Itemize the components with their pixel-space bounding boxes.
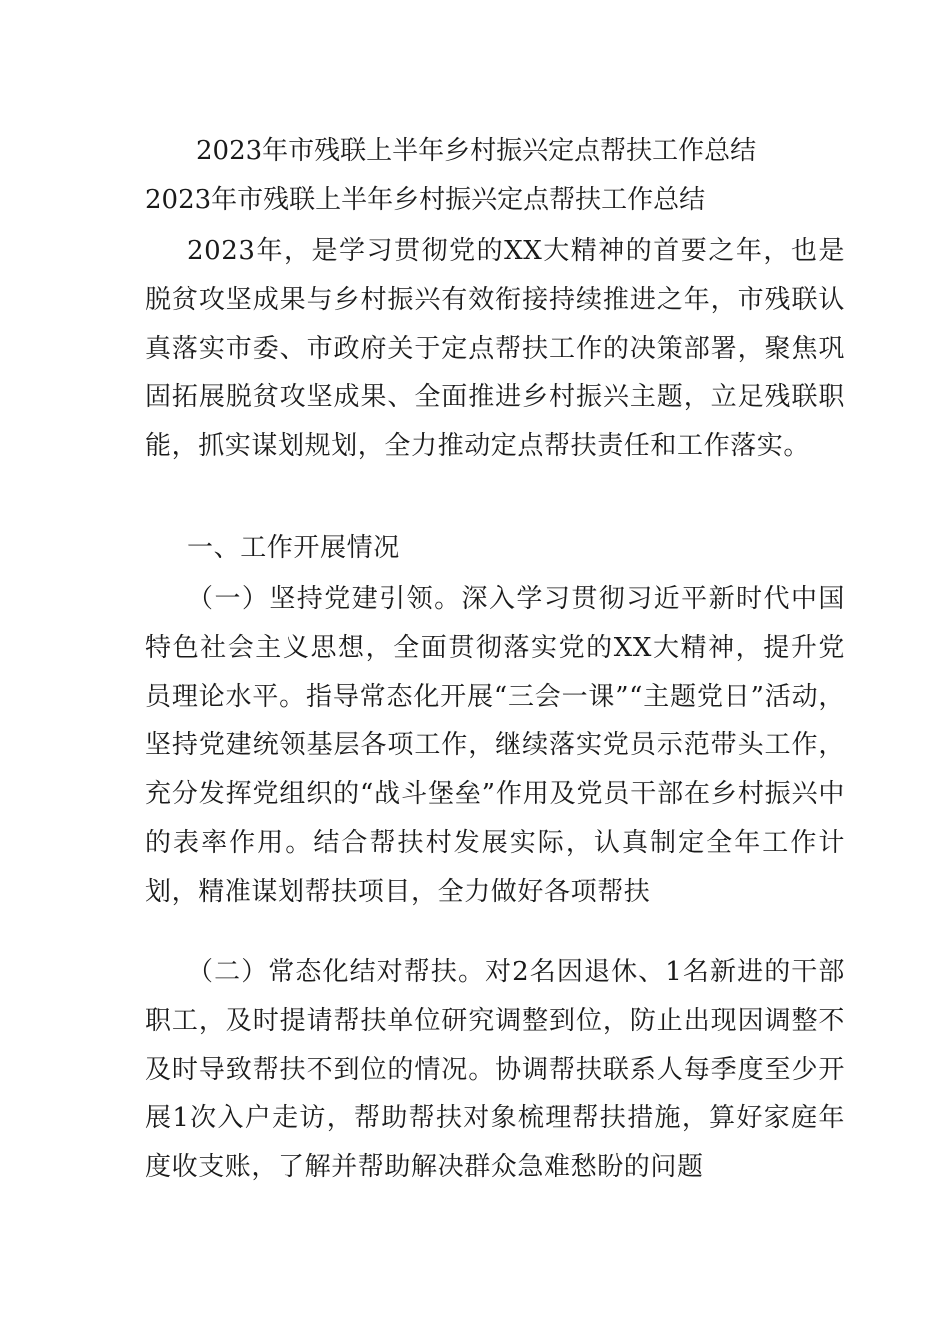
document-title: 2023年市残联上半年乡村振兴定点帮扶工作总结 [196,136,757,166]
body-paragraph-pairing-support: （二）常态化结对帮扶。对2名因退休、1名新进的干部职工，及时提请帮扶单位研究调整到位，防止出现因调整不及时导致帮扶不到位的情况。协调帮扶联系人每季度至少开展1次入户走访，帮助帮扶对象梳理帮扶措施，算好家庭年度收支账，了解并帮助解决群众急难愁盼的问题 [145,957,845,1183]
intro-paragraph: 2023年，是学习贯彻党的XX大精神的首要之年，也是脱贫攻坚成果与乡村振兴有效衔接持续推进之年，市残联认真落实市委、市政府关于定点帮扶工作的决策部署，聚焦巩固拓展脱贫攻坚成果、全面推进乡村振兴主题，立足残联职能，抓实谋划规划，全力推动定点帮扶责任和工作落实。 [145,236,845,462]
document-subtitle: 2023年市残联上半年乡村振兴定点帮扶工作总结 [145,185,706,215]
body-paragraph-party-building: （一）坚持党建引领。深入学习贯彻习近平新时代中国特色社会主义思想，全面贯彻落实党的XX大精神，提升党员理论水平。指导常态化开展“三会一课”“主题党日”活动，坚持党建统领基层各项工作，继续落实党员示范带头工作，充分发挥党组织的“战斗堡垒”作用及党员干部在乡村振兴中的表率作用。结合帮扶村发展实际，认真制定全年工作计划，精准谋划帮扶项目，全力做好各项帮扶 [145,584,845,907]
section-heading: 一、工作开展情况 [187,533,400,563]
